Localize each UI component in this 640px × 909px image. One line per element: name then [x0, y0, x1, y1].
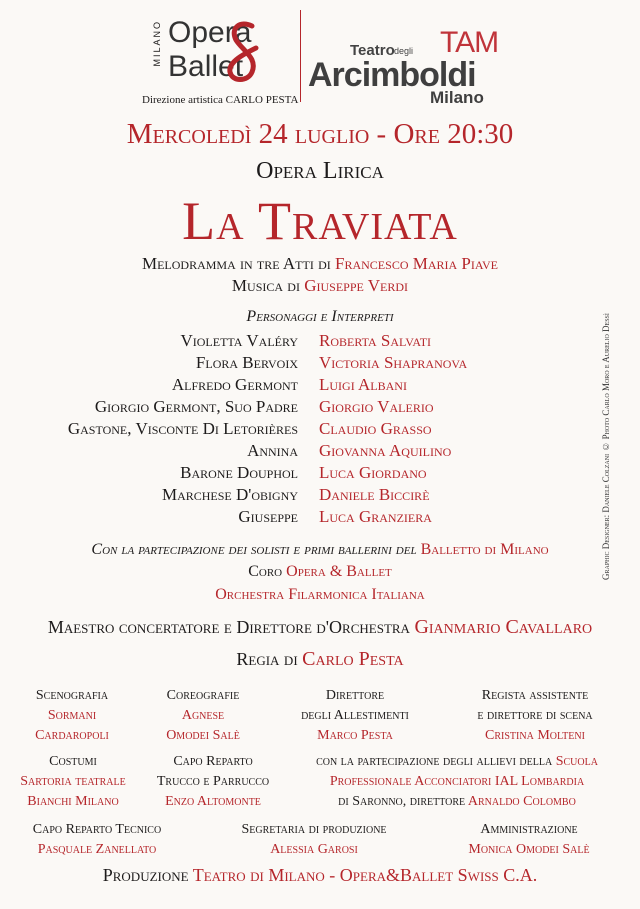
- credit-label: Capo Reparto Tecnico: [32, 822, 162, 837]
- cast-row: [0, 397, 640, 419]
- credit-name: Cristina Molteni: [485, 728, 585, 743]
- cast-actor: Claudio Grasso: [319, 419, 432, 438]
- cast-role: Alfredo Germont: [171, 375, 298, 394]
- credit-direttore: [285, 686, 425, 746]
- ampersand-mark-icon: [222, 18, 266, 88]
- scuola-prefix: con la partecipazione degli allievi della: [316, 754, 556, 769]
- cast-row: [0, 353, 640, 375]
- credit-label: Capo Reparto: [173, 754, 253, 769]
- participation-prefix: Con la partecipazione dei solisti e primi ballerini del: [91, 541, 421, 558]
- coro-prefix: Coro: [248, 563, 287, 580]
- credit-label: Segretaria di produzione: [241, 822, 387, 837]
- cast-role: Flora Bervoix: [195, 353, 298, 372]
- logo-milano: Milano: [430, 88, 484, 107]
- cast-role: Barone Douphol: [180, 463, 298, 482]
- cast-actor: Luca Granziera: [319, 507, 432, 526]
- coro-line: [0, 563, 640, 581]
- ballet-participation: [0, 541, 640, 559]
- coro-name: Opera & Ballet: [286, 563, 392, 580]
- scuola-director-prefix: di Saronno, direttore: [338, 794, 468, 809]
- cast-row: [0, 507, 640, 529]
- scuola-director-name: Arnaldo Colombo: [467, 794, 576, 809]
- credit-scenografia: [22, 686, 122, 746]
- orchestra-name: Orchestra Filarmonica Italiana: [215, 586, 425, 603]
- cast-role: Violetta Valéry: [180, 331, 298, 350]
- cast-row: [0, 331, 640, 353]
- credit-name: Sormani: [47, 708, 97, 723]
- credit-amministrazione: [454, 820, 604, 860]
- direction-line: [0, 648, 640, 671]
- cast-role: Gastone, Visconte Di Letorières: [67, 419, 298, 438]
- credit-label: Costumi: [49, 754, 97, 769]
- credit-label: degli Allestimenti: [301, 708, 409, 723]
- direction-prefix: Regia di: [236, 649, 303, 669]
- logo-word-ballet: Ballet: [168, 50, 244, 83]
- cast-actor: Luigi Albani: [319, 375, 407, 394]
- libretto-prefix: Melodramma in tre Atti di: [141, 254, 336, 273]
- credit-label: Direttore: [325, 688, 385, 703]
- credit-regista: [455, 686, 615, 746]
- cast-role: Giuseppe: [238, 507, 298, 526]
- logo-city-text: MILANO: [152, 20, 162, 67]
- cast-row: [0, 441, 640, 463]
- logo-teatro: Teatro: [350, 42, 395, 59]
- logo-tam: TAM: [440, 26, 499, 59]
- credit-label: e direttore di scena: [477, 708, 593, 723]
- credit-name: Bianchi Milano: [27, 794, 119, 809]
- production-line: [0, 865, 640, 886]
- logo-arcimboldi: Arcimboldi: [308, 56, 476, 94]
- cast-row: [0, 485, 640, 507]
- scuola-line-2: Professionale Acconciatori IAL Lombardia: [329, 774, 585, 789]
- cast-actor: Victoria Shapranova: [319, 353, 468, 372]
- conductor-line: [0, 616, 640, 639]
- credit-label: Scenografia: [35, 688, 109, 703]
- event-date-time: Mercoledì 24 luglio - Ore 20:30: [126, 118, 514, 150]
- credit-label: Amministrazione: [480, 822, 578, 837]
- cast-actor: Daniele Biccirè: [319, 485, 430, 504]
- logo-degli: degli: [394, 46, 414, 56]
- credit-segretaria: [222, 820, 406, 860]
- cast-role: Giorgio Germont, Suo Padre: [94, 397, 298, 416]
- credit-label: Coreografie: [166, 688, 240, 703]
- event-genre: Opera Lirica: [256, 158, 384, 184]
- scuola-name: Scuola: [555, 754, 598, 769]
- production-prefix: Produzione: [102, 865, 193, 885]
- credit-name: Cardaropoli: [35, 728, 109, 743]
- credit-name: Marco Pesta: [317, 728, 393, 743]
- event-title: La Traviata: [182, 191, 458, 251]
- cast-row: [0, 463, 640, 485]
- opera-ballet-logo: [142, 12, 299, 108]
- cast-role: Annina: [247, 441, 298, 460]
- composer: Giuseppe Verdi: [304, 276, 409, 295]
- credit-label: Trucco e Parrucco: [156, 774, 270, 789]
- credit-trucco: [150, 752, 276, 812]
- credit-name: Enzo Altomonte: [165, 794, 261, 809]
- scuola-line-3: [294, 792, 620, 812]
- libretto-line: [0, 254, 640, 274]
- credit-name: Pasquale Zanellato: [37, 842, 157, 857]
- cast-actor: Giovanna Aquilino: [319, 441, 452, 460]
- credit-scuola: [294, 752, 620, 812]
- music-prefix: Musica di: [231, 276, 305, 295]
- cast-row: [0, 419, 640, 441]
- production-name: Teatro di Milano - Opera&Ballet Swiss C.A.: [192, 865, 538, 885]
- credit-name: Monica Omodei Salè: [468, 842, 590, 857]
- music-line: [0, 276, 640, 296]
- credit-name: Omodei Salè: [166, 728, 240, 743]
- cast-heading: Personaggi e Interpreti: [246, 308, 394, 325]
- logo-word-opera: Opera: [168, 16, 252, 49]
- credit-costumi: [14, 752, 132, 812]
- teatro-arcimboldi-logo: [300, 26, 500, 106]
- cast-actor: Luca Giordano: [319, 463, 427, 482]
- credit-name: Sartoria teatrale: [20, 774, 126, 789]
- photo-credit: Graphic Designer: Daniele Colzani © Photo Carlo Moro e Aurelio Dessì: [601, 313, 611, 580]
- cast-row: [0, 375, 640, 397]
- cast-role: Marchese D'obigny: [161, 485, 298, 504]
- cast-actor: Giorgio Valerio: [319, 397, 434, 416]
- artistic-direction: Direzione artistica CARLO PESTA: [142, 94, 299, 106]
- credit-label: Regista assistente: [481, 688, 589, 703]
- conductor-name: Gianmario Cavallaro: [414, 616, 593, 638]
- director-name: Carlo Pesta: [302, 648, 404, 670]
- credit-coreografie: [148, 686, 258, 746]
- conductor-prefix: Maestro concertatore e Direttore d'Orchestra: [47, 617, 415, 637]
- credit-name: Alessia Garosi: [270, 842, 358, 857]
- libretto-author: Francesco Maria Piave: [335, 254, 498, 273]
- scuola-line-1: [294, 752, 620, 772]
- credit-name: Agnese: [181, 708, 225, 723]
- cast-actor: Roberta Salvati: [319, 331, 432, 350]
- credit-tecnico: [18, 820, 176, 860]
- ballet-name: Balletto di Milano: [420, 541, 549, 558]
